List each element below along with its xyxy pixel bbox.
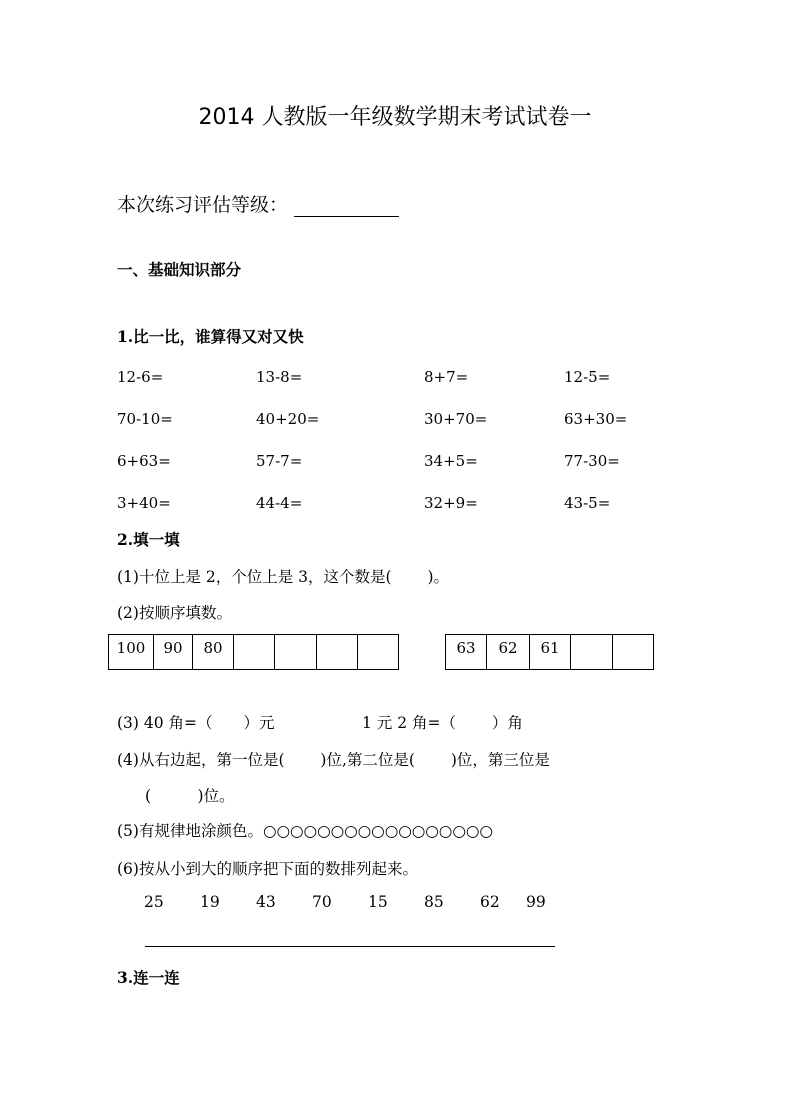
sequence-cell: 80 bbox=[193, 635, 234, 670]
sequence-cell-blank[interactable] bbox=[613, 635, 654, 670]
q2-item2: (2)按顺序填数。 bbox=[117, 604, 232, 622]
sequence-cell-blank[interactable] bbox=[234, 635, 275, 670]
grade-label: 本次练习评估等级： bbox=[117, 194, 289, 216]
calc-row bbox=[117, 410, 677, 432]
q2-item3-yuan: (3) 40 角=（ ）元 bbox=[117, 714, 275, 732]
q2-item5-label: (5)有规律地涂颜色。 bbox=[117, 822, 263, 840]
calc-item: 43-5= bbox=[564, 494, 611, 512]
number-item: 70 bbox=[312, 893, 332, 911]
number-item: 85 bbox=[424, 893, 444, 911]
q3-heading: 3.连一连 bbox=[117, 968, 180, 987]
calc-item: 32+9= bbox=[424, 494, 478, 512]
sequence-cell-blank[interactable] bbox=[358, 635, 399, 670]
page-title: 2014 人教版一年级数学期末考试试卷一 bbox=[198, 105, 592, 130]
q2-item1: (1)十位上是 2，个位上是 3，这个数是( )。 bbox=[117, 568, 450, 586]
number-item: 43 bbox=[256, 893, 276, 911]
number-item: 25 bbox=[144, 893, 164, 911]
calc-item: 70-10= bbox=[117, 410, 173, 428]
sequence-cell-blank[interactable] bbox=[275, 635, 317, 670]
grade-row bbox=[117, 190, 399, 217]
calc-row bbox=[117, 494, 677, 516]
calc-item: 8+7= bbox=[424, 368, 469, 386]
sequence-table-right bbox=[445, 634, 654, 670]
section-basic-knowledge: 一、基础知识部分 bbox=[117, 260, 242, 279]
calc-row bbox=[117, 368, 677, 390]
calc-item: 12-5= bbox=[564, 368, 611, 386]
calc-item: 57-7= bbox=[256, 452, 303, 470]
number-item: 62 bbox=[480, 893, 500, 911]
calc-item: 63+30= bbox=[564, 410, 628, 428]
calc-item: 44-4= bbox=[256, 494, 303, 512]
calc-item: 40+20= bbox=[256, 410, 320, 428]
q2-item4-line2: ( )位。 bbox=[145, 787, 235, 805]
calc-item: 34+5= bbox=[424, 452, 478, 470]
q2-item4-line1: (4)从右边起，第一位是( )位,第二位是( )位，第三位是 bbox=[117, 751, 550, 769]
sequence-cell-blank[interactable] bbox=[317, 635, 358, 670]
sequence-cell: 61 bbox=[530, 635, 571, 670]
number-item: 15 bbox=[368, 893, 388, 911]
calc-item: 13-8= bbox=[256, 368, 303, 386]
q1-heading: 1.比一比，谁算得又对又快 bbox=[117, 327, 304, 346]
sequence-table-left bbox=[108, 634, 399, 670]
sequence-cell-blank[interactable] bbox=[571, 635, 613, 670]
sequence-cell: 100 bbox=[109, 635, 154, 670]
calc-item: 30+70= bbox=[424, 410, 488, 428]
number-item: 99 bbox=[526, 893, 546, 911]
calc-item: 12-6= bbox=[117, 368, 164, 386]
q2-item3-jiao: 1 元 2 角=（ ）角 bbox=[362, 714, 523, 732]
sequence-cell: 90 bbox=[154, 635, 193, 670]
q2-item6: (6)按从小到大的顺序把下面的数排列起来。 bbox=[117, 860, 418, 878]
calc-row bbox=[117, 452, 677, 474]
coloring-circles[interactable]: ○○○○○○○○○○○○○○○○○ bbox=[262, 822, 493, 840]
sequence-cell: 62 bbox=[487, 635, 530, 670]
calc-item: 3+40= bbox=[117, 494, 171, 512]
number-item: 19 bbox=[200, 893, 220, 911]
answer-line[interactable] bbox=[145, 946, 555, 947]
calc-item: 77-30= bbox=[564, 452, 620, 470]
q2-item5 bbox=[117, 819, 493, 841]
calc-item: 6+63= bbox=[117, 452, 171, 470]
q2-heading: 2.填一填 bbox=[117, 530, 180, 549]
grade-blank[interactable] bbox=[294, 196, 399, 217]
sequence-cell: 63 bbox=[446, 635, 487, 670]
